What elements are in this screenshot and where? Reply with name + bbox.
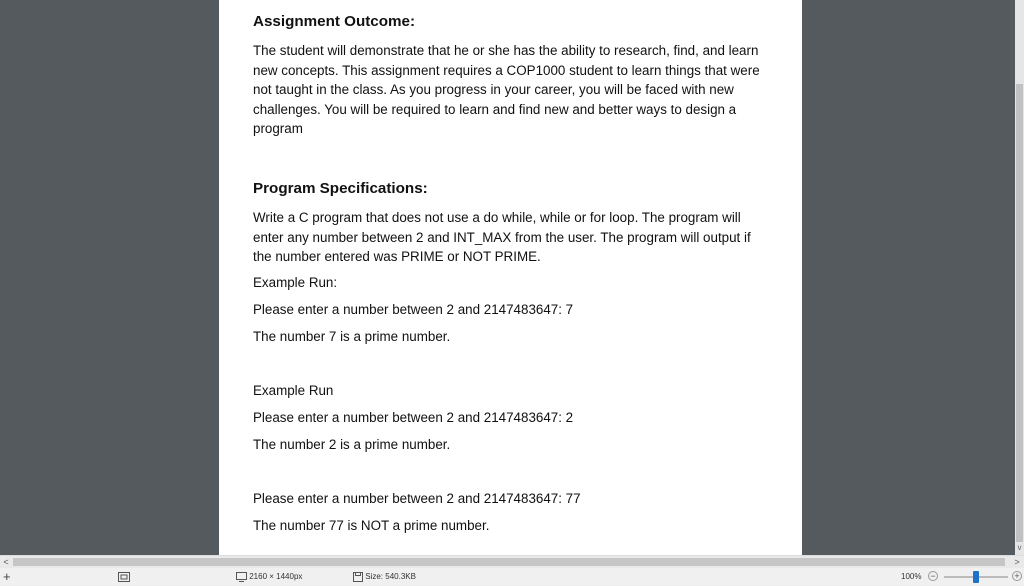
example-run-label: Example Run xyxy=(253,383,334,398)
scroll-left-icon[interactable]: < xyxy=(3,557,9,567)
example-run-result: The number 2 is a prime number. xyxy=(253,437,451,452)
image-dimensions xyxy=(236,568,302,586)
zoom-level: 100% xyxy=(901,572,922,581)
vertical-scroll-thumb[interactable] xyxy=(1016,84,1023,542)
document-page xyxy=(219,0,802,555)
disk-icon xyxy=(353,572,363,582)
add-icon[interactable]: + xyxy=(3,569,11,584)
fit-to-window-icon[interactable] xyxy=(118,568,130,586)
status-bar xyxy=(0,568,1024,586)
vertical-scrollbar[interactable] xyxy=(1015,0,1024,555)
example-run-prompt: Please enter a number between 2 and 2147483647: 2 xyxy=(253,410,574,425)
example-run-prompt: Please enter a number between 2 and 2147483647: 7 xyxy=(253,302,574,317)
dimensions-text: 2160 × 1440px xyxy=(249,572,303,581)
example-run-result: The number 7 is a prime number. xyxy=(253,329,451,344)
file-size xyxy=(353,568,416,586)
scroll-down-icon[interactable]: v xyxy=(1017,543,1022,552)
program-specifications-text: Write a C program that does not use a do while, while or for loop. The program will enter any number between 2 and INT_MAX from the user. The program will output if the number entered was PRIME or NOT PRIME. xyxy=(253,210,751,264)
scroll-right-icon[interactable]: > xyxy=(1014,557,1020,567)
file-size-text: Size: 540.3KB xyxy=(365,572,416,581)
example-run-result: The number 77 is NOT a prime number. xyxy=(253,518,490,533)
horizontal-scroll-thumb[interactable] xyxy=(13,558,1005,566)
example-run-label: Example Run: xyxy=(253,275,338,290)
example-run-prompt: Please enter a number between 2 and 2147483647: 77 xyxy=(253,491,581,506)
zoom-slider-thumb[interactable] xyxy=(973,571,979,583)
program-specifications-heading: Program Specifications: xyxy=(253,180,428,197)
assignment-outcome-heading: Assignment Outcome: xyxy=(253,13,416,30)
horizontal-scrollbar[interactable] xyxy=(0,555,1024,568)
assignment-outcome-text: The student will demonstrate that he or she has the ability to research, find, and learn new concepts. This assignment requires a COP1000 student to learn things that were not taught in the class. As you progress in your career, you will be faced with new challenges. You will be required to learn and find new and better ways to design a program xyxy=(253,43,760,136)
zoom-out-icon[interactable]: − xyxy=(928,571,938,581)
zoom-in-icon[interactable]: + xyxy=(1012,571,1022,581)
monitor-icon xyxy=(236,572,247,582)
